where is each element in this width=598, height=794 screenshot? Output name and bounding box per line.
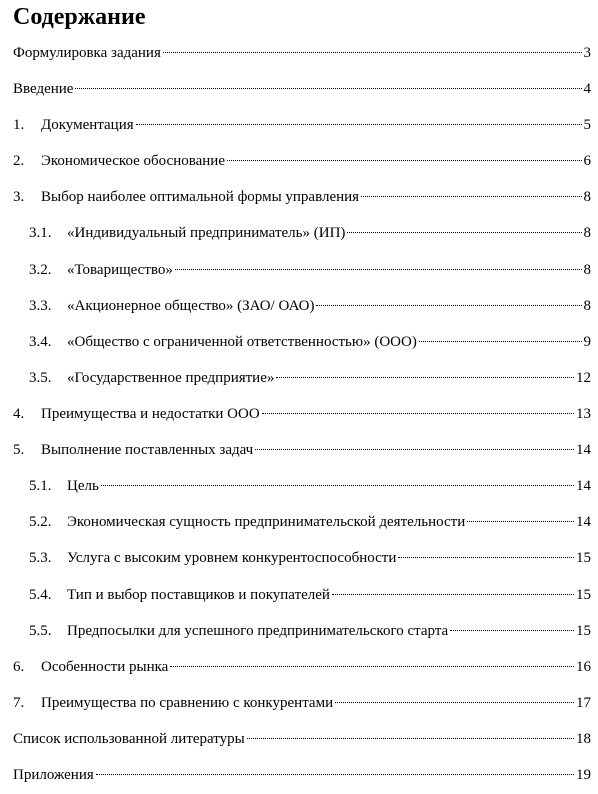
toc-entry-3-4[interactable] (29, 332, 591, 352)
toc-page-number: 19 (576, 767, 591, 783)
toc-entry-number: 5.3. (29, 550, 52, 566)
toc-entry-text: «Государственное предприятие» (67, 370, 275, 386)
toc-entry-text: «Общество с ограниченной ответственностью» (ООО) (67, 334, 417, 350)
toc-entry-introduction[interactable] (13, 79, 591, 99)
toc-entry-number: 3.5. (29, 370, 52, 386)
toc-dot-leader (450, 629, 574, 631)
toc-dot-leader (335, 701, 574, 703)
toc-page-number: 14 (576, 442, 591, 458)
toc-entry-text: Выполнение поставленных задач (41, 442, 254, 458)
toc-entry-text: Приложения (13, 767, 94, 783)
toc-dot-leader (75, 87, 581, 89)
toc-dot-leader (332, 593, 574, 595)
toc-entry-5-2[interactable] (29, 512, 591, 532)
toc-entry-text: «Акционерное общество» (ЗАО/ ОАО) (67, 298, 315, 314)
toc-page-number: 8 (583, 262, 591, 278)
toc-page-number: 12 (576, 370, 591, 386)
toc-page-number: 8 (583, 189, 591, 205)
toc-page-number: 15 (576, 623, 591, 639)
toc-entry-number: 5.2. (29, 514, 52, 530)
toc-entry-appendices[interactable] (13, 765, 591, 785)
toc-entry-2[interactable] (13, 151, 591, 171)
toc-page-number: 9 (583, 334, 591, 350)
toc-page-number: 15 (576, 587, 591, 603)
toc-page-number: 18 (576, 731, 591, 747)
toc-entry-text: Введение (13, 81, 74, 97)
toc-entry-5-5[interactable] (29, 621, 591, 641)
toc-dot-leader (247, 737, 574, 739)
toc-entry-number: 3. (13, 189, 25, 205)
toc-entry-text: Цель (67, 478, 99, 494)
toc-entry-number: 3.4. (29, 334, 52, 350)
toc-page-number: 14 (576, 514, 591, 530)
toc-page-number: 6 (583, 153, 591, 169)
toc-entry-number: 4. (13, 406, 25, 422)
toc-entry-6[interactable] (13, 657, 591, 677)
toc-dot-leader (227, 159, 582, 161)
toc-entry-number: 3.1. (29, 225, 52, 241)
toc-dot-leader (163, 51, 582, 53)
toc-dot-leader (96, 773, 574, 775)
toc-dot-leader (347, 231, 581, 233)
toc-entry-references[interactable] (13, 729, 591, 749)
toc-entry-3-3[interactable] (29, 296, 591, 316)
toc-entry-number: 5.1. (29, 478, 52, 494)
toc-entry-number: 2. (13, 153, 25, 169)
toc-dot-leader (170, 665, 574, 667)
toc-page-number: 8 (583, 298, 591, 314)
toc-dot-leader (262, 412, 574, 414)
toc-entry-text: «Товарищество» (67, 262, 173, 278)
toc-page-number: 5 (583, 117, 591, 133)
toc-entry-text: Предпосылки для успешного предпринимательского старта (67, 623, 449, 639)
toc-entry-text: Преимущества и недостатки ООО (41, 406, 260, 422)
toc-entry-number: 6. (13, 659, 25, 675)
toc-entry-5-4[interactable] (29, 585, 591, 605)
toc-page-number: 15 (576, 550, 591, 566)
toc-entry-text: Документация (41, 117, 134, 133)
toc-entry-text: Список использованной литературы (13, 731, 245, 747)
toc-page-number: 8 (583, 225, 591, 241)
toc-entry-text: Особенности рынка (41, 659, 169, 675)
toc-entry-7[interactable] (13, 693, 591, 713)
toc-page-number: 13 (576, 406, 591, 422)
toc-entry-text: Экономическая сущность предпринимательской деятельности (67, 514, 466, 530)
toc-entry-3[interactable] (13, 187, 591, 207)
toc-dot-leader (316, 304, 581, 306)
toc-entry-number: 5.4. (29, 587, 52, 603)
toc-entry-5-1[interactable] (29, 476, 591, 496)
toc-dot-leader (101, 484, 574, 486)
toc-entry-number: 5.5. (29, 623, 52, 639)
toc-entry-3-2[interactable] (29, 260, 591, 280)
toc-dot-leader (255, 448, 574, 450)
toc-entry-number: 7. (13, 695, 25, 711)
toc-dot-leader (136, 123, 582, 125)
toc-entry-text: Выбор наиболее оптимальной формы управления (41, 189, 360, 205)
toc-entry-text: Формулировка задания (13, 45, 161, 61)
toc-dot-leader (398, 556, 574, 558)
toc-dot-leader (419, 340, 582, 342)
toc-page-number: 3 (583, 45, 591, 61)
toc-page-number: 14 (576, 478, 591, 494)
toc-entry-text: «Индивидуальный предприниматель» (ИП) (67, 225, 346, 241)
toc-entry-number: 3.3. (29, 298, 52, 314)
toc-dot-leader (361, 195, 581, 197)
toc-page-number: 4 (583, 81, 591, 97)
toc-entry-text: Преимущества по сравнению с конкурентами (41, 695, 334, 711)
toc-entry-text: Экономическое обоснование (41, 153, 225, 169)
toc-page-number: 16 (576, 659, 591, 675)
toc-dot-leader (276, 376, 574, 378)
toc-entry-5-3[interactable] (29, 548, 591, 568)
toc-entry-4[interactable] (13, 404, 591, 424)
toc-entry-number: 1. (13, 117, 25, 133)
toc-entry-task-statement[interactable] (13, 43, 591, 63)
toc-page-number: 17 (576, 695, 591, 711)
toc-entry-3-1[interactable] (29, 223, 591, 243)
toc-entry-1[interactable] (13, 115, 591, 135)
toc-dot-leader (467, 520, 574, 522)
toc-entry-number: 5. (13, 442, 25, 458)
toc-entry-text: Услуга с высоким уровнем конкурентоспособности (67, 550, 397, 566)
toc-entry-number: 3.2. (29, 262, 52, 278)
toc-entry-3-5[interactable] (29, 368, 591, 388)
toc-dot-leader (175, 268, 582, 270)
page-title: Содержание (13, 4, 146, 30)
toc-entry-5[interactable] (13, 440, 591, 460)
toc-entry-text: Тип и выбор поставщиков и покупателей (67, 587, 330, 603)
